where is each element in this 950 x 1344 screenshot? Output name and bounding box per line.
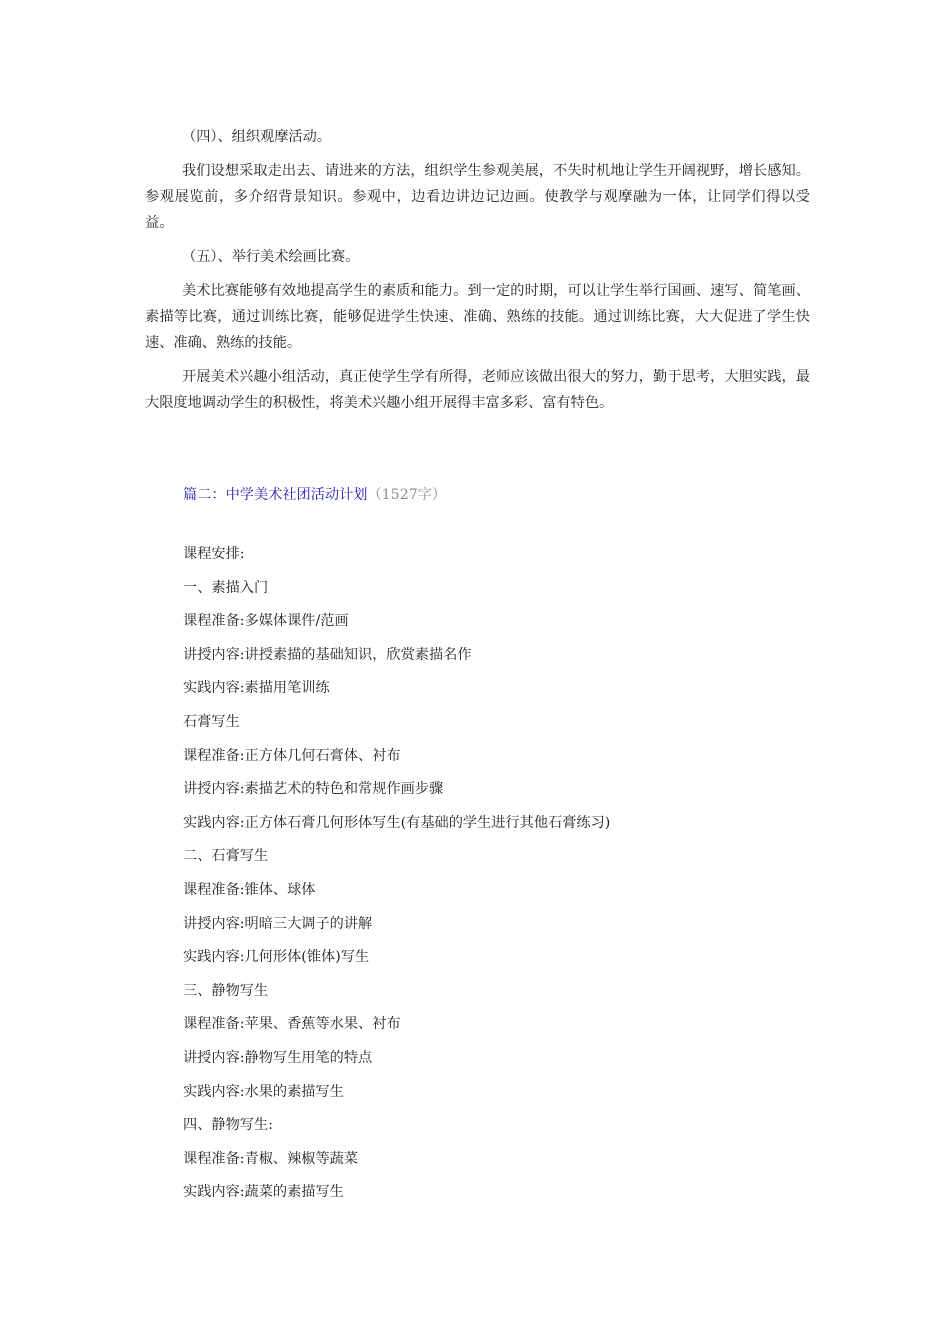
outline-line: 课程准备:苹果、香蕉等水果、衬布 (183, 1016, 401, 1033)
outline-line: 讲授内容:静物写生用笔的特点 (183, 1049, 373, 1066)
course-outline (183, 542, 803, 1214)
outline-line: 实践内容:水果的素描写生 (183, 1083, 344, 1100)
outline-line: 课程准备:锥体、球体 (183, 881, 316, 898)
paragraph-competition: 美术比赛能够有效地提高学生的素质和能力。到一定的时期，可以让学生举行国画、速写、简笔画、素描等比赛，通过训练比赛，能够促进学生快速、准确、熟练的技能。通过训练比赛，大大促进了学生快速、准确、熟练的技能。 (145, 283, 810, 351)
outline-line: 课程准备:多媒体课件/范画 (183, 613, 349, 630)
outline-line: 课程准备:青椒、辣椒等蔬菜 (183, 1150, 359, 1167)
word-count-label: （1527字） (367, 487, 447, 503)
outline-line: 二、石膏写生 (183, 848, 269, 865)
outline-line: 课程准备:正方体几何石膏体、衬布 (183, 747, 401, 764)
section-heading-5: （五）、举行美术绘画比赛。 (182, 249, 360, 265)
outline-line: 实践内容:正方体石膏几何形体写生(有基础的学生进行其他石膏练习) (183, 814, 611, 831)
outline-line: 讲授内容:讲授素描的基础知识，欣赏素描名作 (183, 646, 472, 663)
outline-line: 三、静物写生 (183, 982, 269, 999)
paragraph-observation: 我们设想采取走出去、请进来的方法，组织学生参观美展，不失时机地让学生开阔视野，增长感知。参观展览前，多介绍背景知识。参观中，边看边讲边记边画。使教学与观摩融为一体，让同学们得以受益。 (145, 163, 810, 231)
outline-line: 实践内容:素描用笔训练 (183, 680, 330, 697)
activity-section (145, 124, 810, 424)
outline-line: 讲授内容:素描艺术的特色和常规作画步骤 (183, 781, 444, 798)
section-heading-4: （四）、组织观摩活动。 (182, 129, 331, 145)
outline-line: 实践内容:蔬菜的素描写生 (183, 1184, 344, 1201)
article-title-link[interactable]: 篇二：中学美术社团活动计划 (183, 487, 368, 503)
outline-line: 实践内容:几何形体(锥体)写生 (183, 949, 370, 966)
paragraph-summary: 开展美术兴趣小组活动，真正使学生学有所得，老师应该做出很大的努力，勤于思考，大胆实践，最大限度地调动学生的积极性，将美术兴趣小组开展得丰富多彩、富有特色。 (145, 369, 810, 411)
outline-line: 四、静物写生: (183, 1117, 273, 1134)
outline-line: 课程安排: (183, 546, 245, 562)
outline-line: 讲授内容:明暗三大调子的讲解 (183, 915, 373, 932)
article-title (183, 484, 446, 506)
outline-line: 石膏写生 (183, 713, 240, 730)
outline-line: 一、素描入门 (183, 579, 269, 596)
